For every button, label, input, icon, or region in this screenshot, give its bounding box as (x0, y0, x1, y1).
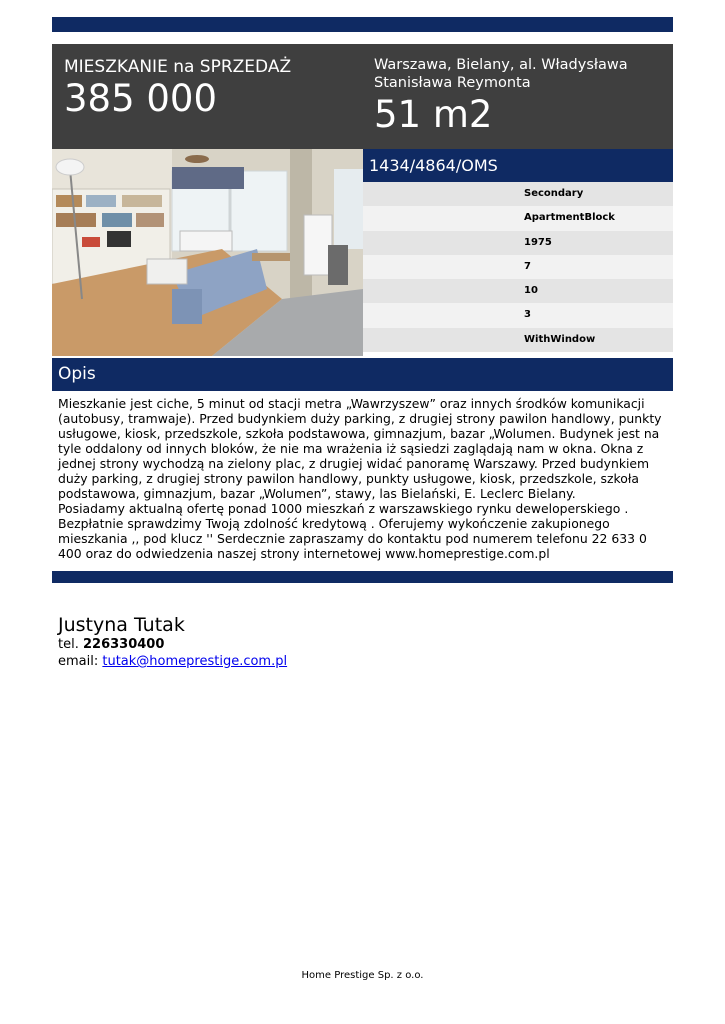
agent-phone-line (58, 636, 287, 653)
listing-type: MIESZKANIE na SPRZEDAŻ (64, 57, 292, 77)
param-floor: 7 (363, 255, 673, 279)
param-build-year: 1975 (363, 231, 673, 255)
top-accent-bar (52, 17, 673, 32)
apartment-photo (52, 149, 363, 356)
param-building-type: ApartmentBlock (363, 206, 673, 230)
listing-price: 385 000 (64, 77, 218, 120)
listing-address: Warszawa, Bielany, al. Władysława Stanisława Reymonta (374, 57, 628, 91)
param-market: Secondary (363, 182, 673, 206)
bottom-accent-bar (52, 571, 673, 583)
header-left (64, 56, 354, 120)
agent-contact (58, 614, 287, 670)
agent-email-link[interactable]: tutak@homeprestige.com.pl (102, 654, 288, 669)
apartment-photo-illustration (52, 149, 363, 356)
footer-company: Home Prestige Sp. z o.o. (301, 970, 424, 981)
param-kitchen: WithWindow (363, 328, 673, 352)
email-label: email: (58, 654, 99, 669)
agent-name: Justyna Tutak (58, 614, 185, 636)
listing-header (52, 44, 673, 149)
phone-label: tel. (58, 637, 79, 652)
reference-number: 1434/4864/OMS (363, 149, 673, 182)
listing-area: 51 m2 (374, 93, 493, 136)
agent-phone: 226330400 (82, 637, 165, 652)
param-rooms: 3 (363, 303, 673, 327)
param-floors-total: 10 (363, 279, 673, 303)
header-right (374, 56, 666, 136)
description-text: Mieszkanie jest ciche, 5 minut od stacji metra „Wawrzyszew” oraz innych środków komunikacji (autobusy, tramwaje). Przed budynkiem duży parking, z drugiej strony pawilon handlowy, punkty usługowe, kiosk, przedszkole, szkoła podstawowa, gimnazjum, bazar „Wolumen. Budynek jest na tyle oddalony od innych bloków, że nie ma wrażenia iż sąsiedzi zaglądają nam w okna. Okna z jednej strony wychodzą na zielony plac, z drugiej widać panoramę Warszawy. Przed budynkiem duży parking, z drugiej strony pawilon handlowy, punkty usługowe, kiosk, przedszkole, szkoła podstawowa, gimnazjum, bazar „Wolumen”, stawy, las Bielański, E. Leclerc Bielany. Posiadamy aktualną ofertę ponad 1000 mieszkań z warszawskiego rynku deweloperskiego . Bezpłatnie sprawdzimy Twoją zdolność kredytową . Oferujemy wykończenie zakupionego mieszkania ,, pod klucz '' Serdecznie zapraszamy do kontaktu pod numerem telefonu 22 633 0 400 oraz do odwiedzenia naszej strony internetowej www.homeprestige.com.pl (58, 396, 662, 561)
agent-email-line (58, 653, 287, 670)
params-table (363, 182, 673, 352)
description-heading: Opis (52, 358, 673, 391)
